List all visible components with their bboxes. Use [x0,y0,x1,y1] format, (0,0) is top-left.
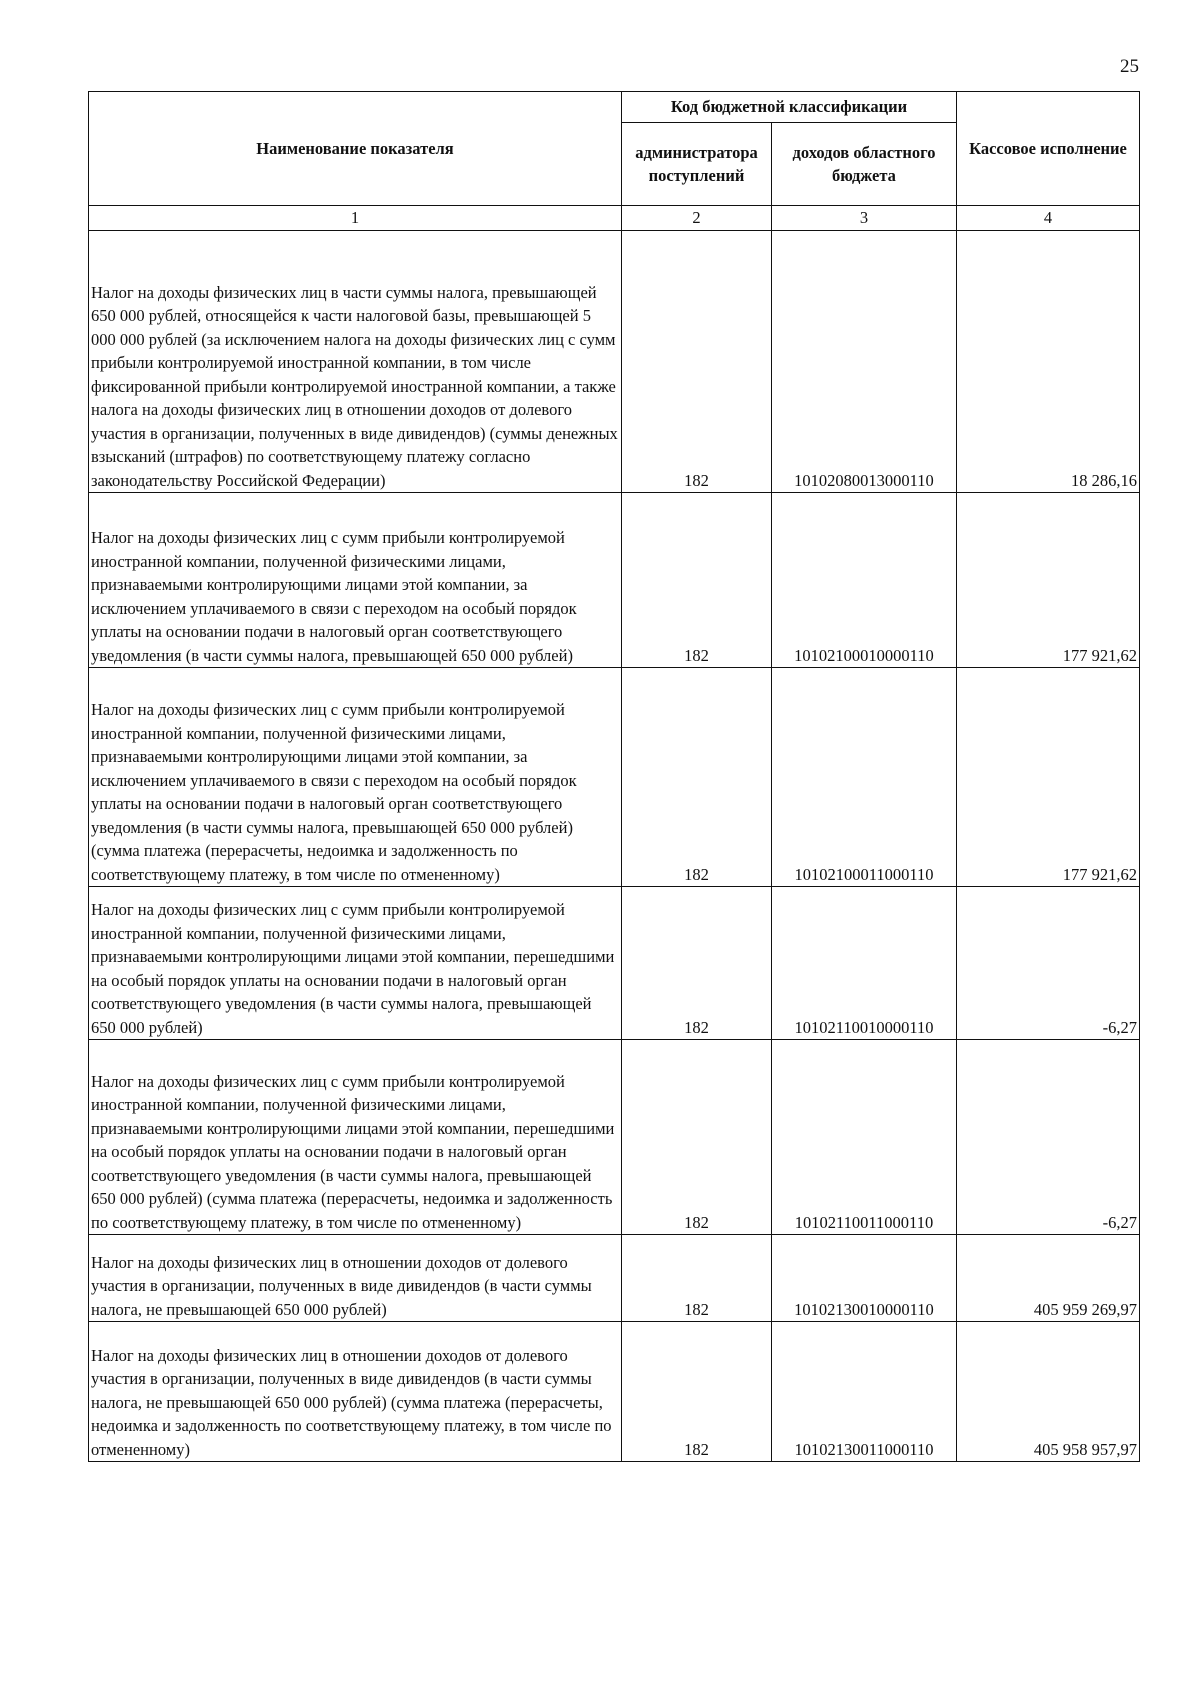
cash-execution-amount: 18 286,16 [957,231,1140,493]
indicator-name: Налог на доходы физических лиц в части суммы налога, превышающей 650 000 рублей, относящейся к части налоговой базы, превышающей 5 000 000 рублей (за исключением налога на доходы физических лиц с сумм прибыли контролируемой иностранной компании, в том числе фиксированной прибыли контролируемой иностранной компании, а также налога на доходы физических лиц в отношении доходов от долевого участия в организации, полученных в виде дивидендов) (суммы денежных взысканий (штрафов) по соответствующему платежу согласно законодательству Российской Федерации) [89,231,622,493]
page-number: 25 [1120,56,1139,77]
column-number: 3 [772,206,957,231]
header-income-code: доходов областного бюджета [772,123,957,206]
table-row [89,231,1140,493]
column-number-row [89,206,1140,231]
table-row [89,1040,1140,1235]
table-row [89,493,1140,668]
cash-execution-amount: -6,27 [957,1040,1140,1235]
table-row [89,1235,1140,1322]
income-code: 10102130010000110 [772,1235,957,1322]
admin-code: 182 [622,493,772,668]
income-code: 10102130011000110 [772,1322,957,1462]
column-number: 4 [957,206,1140,231]
cash-execution-amount: 177 921,62 [957,668,1140,887]
header-classification-code: Код бюджетной классификации [622,92,957,123]
cash-execution-amount: -6,27 [957,887,1140,1040]
table-row [89,1322,1140,1462]
column-number: 1 [89,206,622,231]
income-code: 10102110011000110 [772,1040,957,1235]
indicator-name: Налог на доходы физических лиц с сумм прибыли контролируемой иностранной компании, полученной физическими лицами, признаваемыми контролирующими лицами этой компании, за исключением уплачиваемого в связи с переходом на особый порядок уплаты на основании подачи в налоговый орган соответствующего уведомления (в части суммы налога, превышающей 650 000 рублей) [89,493,622,668]
admin-code: 182 [622,1235,772,1322]
indicator-name: Налог на доходы физических лиц с сумм прибыли контролируемой иностранной компании, полученной физическими лицами, признаваемыми контролирующими лицами этой компании, за исключением уплачиваемого в связи с переходом на особый порядок уплаты на основании подачи в налоговый орган соответствующего уведомления (в части суммы налога, превышающей 650 000 рублей) (сумма платежа (перерасчеты, недоимка и задолженность по соответствующему платежу, в том числе по отмененному) [89,668,622,887]
table-row [89,887,1140,1040]
income-code: 10102100010000110 [772,493,957,668]
income-code: 10102080013000110 [772,231,957,493]
cash-execution-amount: 405 958 957,97 [957,1322,1140,1462]
header-admin-code: администратора поступлений [622,123,772,206]
admin-code: 182 [622,668,772,887]
admin-code: 182 [622,1322,772,1462]
indicator-name: Налог на доходы физических лиц с сумм прибыли контролируемой иностранной компании, полученной физическими лицами, признаваемыми контролирующими лицами этой компании, перешедшими на особый порядок уплаты на основании подачи в налоговый орган соответствующего уведомления (в части суммы налога, превышающей 650 000 рублей) [89,887,622,1040]
income-code: 10102100011000110 [772,668,957,887]
header-indicator-name: Наименование показателя [89,92,622,206]
indicator-name: Налог на доходы физических лиц с сумм прибыли контролируемой иностранной компании, полученной физическими лицами, признаваемыми контролирующими лицами этой компании, перешедшими на особый порядок уплаты на основании подачи в налоговый орган соответствующего уведомления (в части суммы налога, превышающей 650 000 рублей) (сумма платежа (перерасчеты, недоимка и задолженность по соответствующему платежу, в том числе по отмененному) [89,1040,622,1235]
column-number: 2 [622,206,772,231]
cash-execution-amount: 405 959 269,97 [957,1235,1140,1322]
header-cash-execution: Кассовое исполнение [957,92,1140,206]
indicator-name: Налог на доходы физических лиц в отношении доходов от долевого участия в организации, полученных в виде дивидендов (в части суммы налога, не превышающей 650 000 рублей) (сумма платежа (перерасчеты, недоимка и задолженность по соответствующему платежу, в том числе по отмененному) [89,1322,622,1462]
table-row [89,668,1140,887]
admin-code: 182 [622,887,772,1040]
indicator-name: Налог на доходы физических лиц в отношении доходов от долевого участия в организации, полученных в виде дивидендов (в части суммы налога, не превышающей 650 000 рублей) [89,1235,622,1322]
budget-execution-table [88,91,1140,1462]
income-code: 10102110010000110 [772,887,957,1040]
admin-code: 182 [622,1040,772,1235]
admin-code: 182 [622,231,772,493]
cash-execution-amount: 177 921,62 [957,493,1140,668]
